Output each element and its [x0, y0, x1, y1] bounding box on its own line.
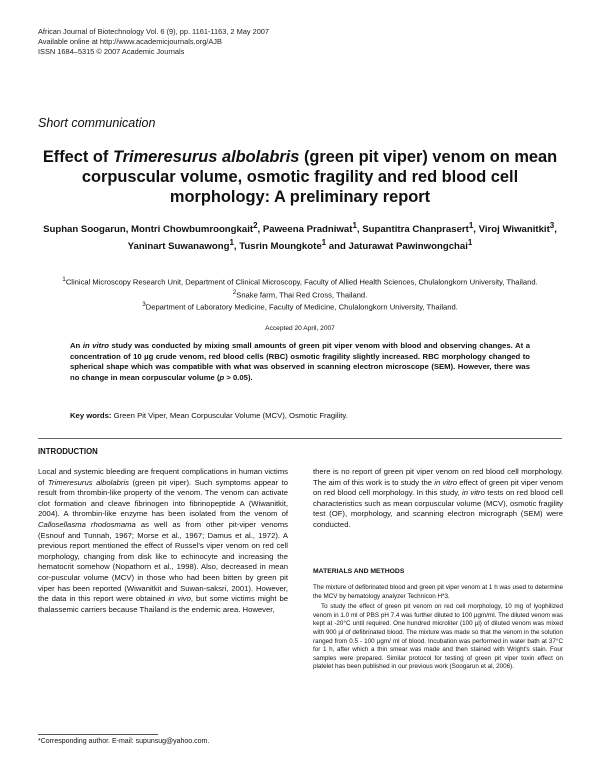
intro-italic: in vivo — [168, 594, 191, 604]
intro-text: effect of green pit viper venom on red blood cell morphology. In this study, — [313, 477, 563, 498]
journal-url: Available online at http://www.academicjournals.org/AJB — [38, 37, 222, 46]
author-text: and Jaturawat Pawinwongchai — [326, 241, 468, 253]
intro-italic: in vitro — [434, 477, 458, 487]
keywords-label: Key words: — [70, 411, 112, 420]
author-sup: 2 — [253, 221, 258, 230]
affiliation-number: 1 — [62, 276, 66, 283]
author-text: , Paweena Pradniwat — [257, 224, 353, 236]
title-part-2: (green pit viper) venom on mean corpuscular volume, osmotic fragility and red blood cell morphology: A preliminary report — [81, 148, 558, 206]
divider — [38, 438, 562, 439]
paper-title — [40, 147, 560, 207]
author-sup: 1 — [229, 238, 234, 248]
footnote-divider — [38, 734, 158, 735]
affiliation-number: 2 — [232, 288, 237, 296]
journal-header — [38, 27, 269, 57]
abstract-text: > 0.05). — [224, 372, 253, 382]
intro-italic: Trimeresurus albolabris — [47, 477, 130, 487]
methods-paragraph-2: To study the effect of green pit venom on red cell morphology, 10 mg of lyophilized venom in 1.0 ml of PBS pH 7.4 was further diluted to 100 µgm/ml. The diluted venom was kept at -20°C until required. One hundred microliter (100 µl) of diluted venom was mixed with 900 µl of defibrinated blood. The mixture was made so that the venom in the solution ranged from 0.5 - 100 µgm/ ml of blood. Incubation was performed in water bath at 37°C for 1 h, after which a thin smear was made and then stained with Wright's stain. Four samples were prepared. Similar protocol for testing of green pit viper toxin effect on platelet has been published in our previous work (Soogarun et al, 2006). — [313, 603, 563, 671]
author-sup: 1 — [467, 238, 473, 248]
abstract-text: study was conducted by mixing small amounts of green pit viper venom with blood and observing changes. At a concentration of 10 µg crude venom, red blood cells (RBC) osmotic fragility slightly increased. RBC morphology changed to spherical shape which was compatible with what was observed in scanning electron microscope (SEM). However, there was no change in mean corpuscular volume ( — [70, 341, 530, 382]
introduction-paragraph — [38, 467, 288, 615]
keywords-text: Green Pit Viper, Mean Corpuscular Volume (MCV), Osmotic Fragility. — [111, 411, 348, 420]
intro-italic: Callosellasma rhodosmama — [38, 519, 136, 529]
intro-text: tests on red blood cell characteristics such as mean corpuscular volume (MCV), osmotic fragility test (OF), morphology, and scanning electron micrograph (SEM) were conducted. — [313, 488, 563, 529]
author-list — [40, 219, 560, 253]
abstract-text: An — [70, 341, 83, 350]
affiliation-text: Clinical Microscopy Research Unit, Department of Clinical Microscopy, Faculty of Allied Health Sciences, Chulalongkorn University, Thailand. — [65, 277, 538, 287]
intro-text: as well as from other pit-viper venoms (Esnouf and Tunnah, 1967; Morse et al., 1967; Damus et al., 1972). A previous report mentioned the effect of Russel's viper venom on red cell morphology, changing from disk like to echinocyte and increasing the hematocrit somehow (Nopathorn et al., 1998). Also, decreased in mean cor-puscular volume (MCV) in those who had been bitten by green pit viper has been reported (Wiwanitkit and Suwan-saksri, 2001). However, the data in this report were obtained — [38, 519, 288, 604]
author-text: Suphan Soogarun, Montri Chowbumroongkait — [43, 224, 254, 236]
abstract-italic: p — [219, 372, 225, 382]
journal-citation: African Journal of Biotechnology Vol. 6 (9), pp. 1161-1163, 2 May 2007 — [38, 27, 270, 36]
affiliation-3 — [40, 300, 560, 313]
introduction-heading: INTRODUCTION — [38, 447, 98, 456]
accepted-date: Accepted 20 April, 2007 — [265, 325, 335, 332]
affiliations — [40, 275, 560, 313]
introduction-column-right — [313, 467, 563, 531]
introduction-paragraph-cont — [313, 467, 563, 531]
intro-text: Local and systemic bleeding are frequent complications in human victims of — [38, 467, 288, 487]
author-sup: 1 — [468, 221, 474, 230]
intro-text: , but some victims might be thalassemic carriers because Thailand is the endemic area. However, — [38, 594, 289, 614]
author-text: , Viroj Wiwanitkit — [473, 224, 550, 236]
abstract-italic: in vitro — [82, 341, 109, 350]
abstract — [70, 341, 530, 383]
introduction-column-left — [38, 467, 288, 615]
title-species: Trimeresurus albolabris — [112, 148, 300, 166]
intro-italic: in vitro — [462, 488, 485, 498]
keywords — [70, 411, 530, 421]
journal-issn: ISSN 1684–5315 © 2007 Academic Journals — [38, 47, 185, 56]
affiliation-2 — [40, 288, 560, 301]
affiliation-1 — [40, 275, 560, 288]
author-text: , Yaninart Suwanawong — [127, 224, 557, 253]
intro-text: (green pit viper). Such symptoms appear to result from thrombin-like property of the venom. The venom can activate clot formation and cleave fibrinogen into fibrinopeptide A (Wiwanitkit, 2004). A thrombin-like enzyme has been isolated from the venom of — [38, 477, 289, 519]
section-label: Short communication — [38, 116, 156, 130]
author-sup: 1 — [321, 238, 327, 248]
methods-paragraph-1: The mixture of defibrinated blood and green pit viper venom at 1 h was used to determine the MCV by hematology analyzer Technicon H*3. — [313, 584, 563, 600]
author-sup: 3 — [549, 221, 555, 230]
methods-body — [313, 584, 563, 674]
affiliation-text: Snake farm, Thai Red Cross, Thailand. — [236, 290, 368, 300]
methods-heading: MATERIALS AND METHODS — [313, 568, 405, 575]
corresponding-author-footnote: *Corresponding author. E-mail: supunsug@yahoo.com. — [38, 738, 210, 745]
title-part-1: Effect of — [42, 148, 113, 166]
affiliation-number: 3 — [142, 301, 146, 309]
intro-text: there is no report of green pit viper venom on red blood cell morphology. The aim of this work is to study the — [313, 467, 563, 487]
author-sup: 1 — [352, 221, 357, 230]
author-text: , Supantitra Chanprasert — [356, 224, 469, 236]
author-text: , Tusrin Moungkote — [233, 241, 322, 253]
affiliation-text: Department of Laboratory Medicine, Faculty of Medicine, Chulalongkorn University, Thailand. — [145, 302, 458, 312]
